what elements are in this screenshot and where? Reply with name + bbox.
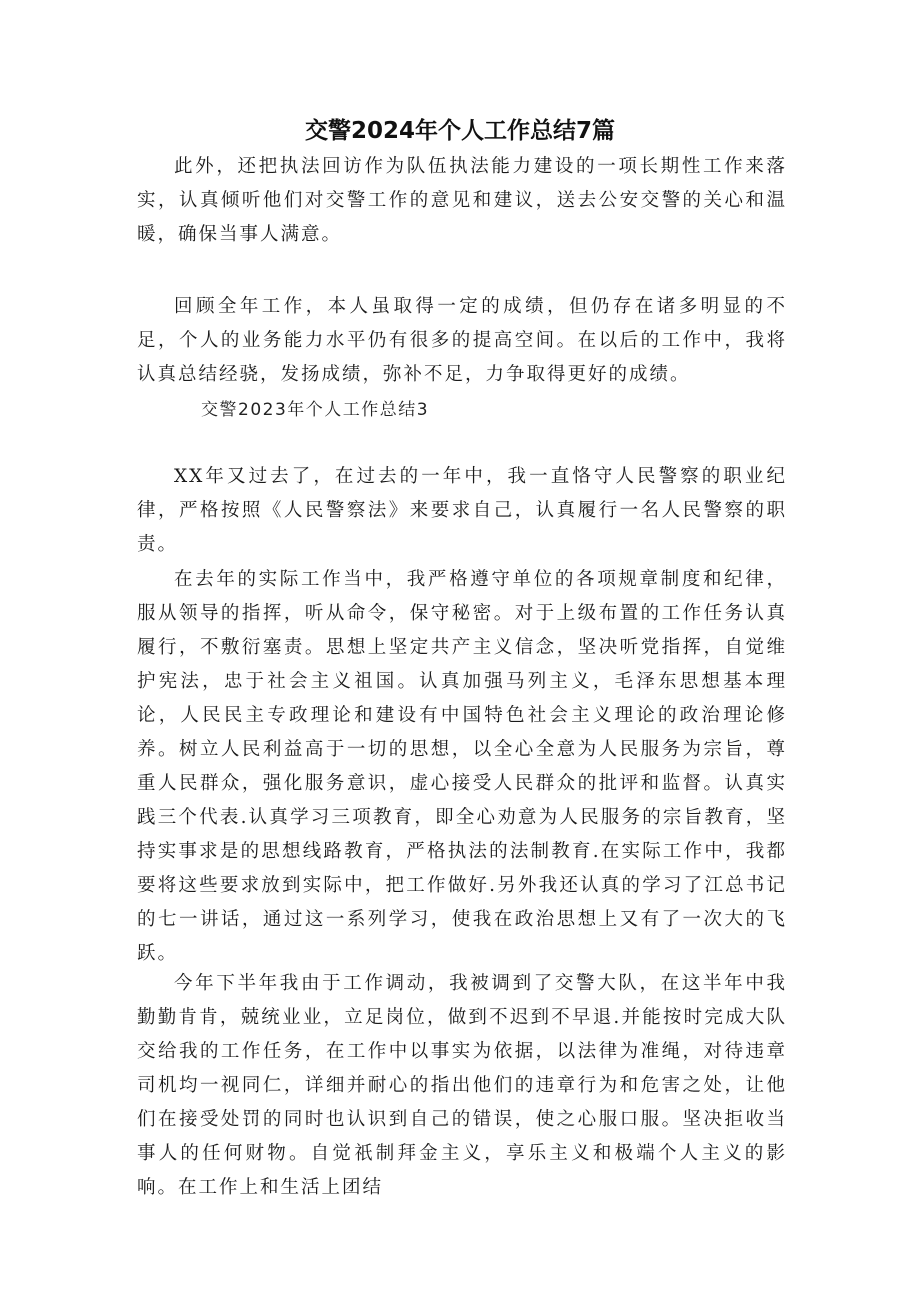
paragraph-followup-visits: 此外，还把执法回访作为队伍执法能力建设的一项长期性工作来落实，认真倾听他们对交警工作的意见和建议，送去公安交警的关心和温暖，确保当事人满意。	[137, 156, 787, 245]
section-subheading: 交警2023年个人工作总结3	[201, 400, 430, 420]
paragraph-discipline: 在去年的实际工作当中，我严格遵守单位的各项规章制度和纪律，服从领导的指挥，听从命令，保守秘密。对于上级布置的工作任务认真履行，不敷衍塞责。思想上坚定共产主义信念，坚决听党指挥，自觉维护宪法，忠于社会主义祖国。认真加强马列主义，毛泽东思想基本理论，人民民主专政理论和建设有中国特色社会主义理论的政治理论修养。树立人民利益高于一切的思想，以全心全意为人民服务为宗旨，尊重人民群众，强化服务意识，虚心接受人民群众的批评和监督。认真实践三个代表.认真学习三项教育，即全心劝意为人民服务的宗旨教育，坚持实事求是的思想线路教育，严格执法的法制教育.在实际工作中，我都要将这些要求放到实际中，把工作做好.另外我还认真的学习了江总书记的七一讲话，通过这一系列学习，使我在政治思想上又有了一次大的飞跃。	[137, 569, 787, 964]
paragraph-year-review: 回顾全年工作，本人虽取得一定的成绩，但仍存在诸多明显的不足，个人的业务能力水平仍有很多的提高空间。在以后的工作中，我将认真总结经骁，发扬成绩，弥补不足，力争取得更好的成绩。	[137, 296, 787, 385]
document-title: 交警2024年个人工作总结7篇	[304, 118, 616, 144]
paragraph-year-passed: XX年又过去了，在过去的一年中，我一直恪守人民警察的职业纪律，严格按照《人民警察法》来要求自己，认真履行一名人民警察的职责。	[137, 466, 787, 555]
paragraph-transfer: 今年下半年我由于工作调动，我被调到了交警大队，在这半年中我勤勤肯肯，兢统业业，立足岗位，做到不迟到不早退.并能按时完成大队交给我的工作任务，在工作中以事实为依据，以法律为准绳，对待违章司机均一视同仁，详细并耐心的指出他们的违章行为和危害之处，让他们在接受处罚的同时也认识到自己的错误，使之心服口服。坚决拒收当事人的任何财物。自觉祇制拜金主义，享乐主义和极端个人主义的影响。在工作上和生活上团结	[137, 973, 787, 1198]
